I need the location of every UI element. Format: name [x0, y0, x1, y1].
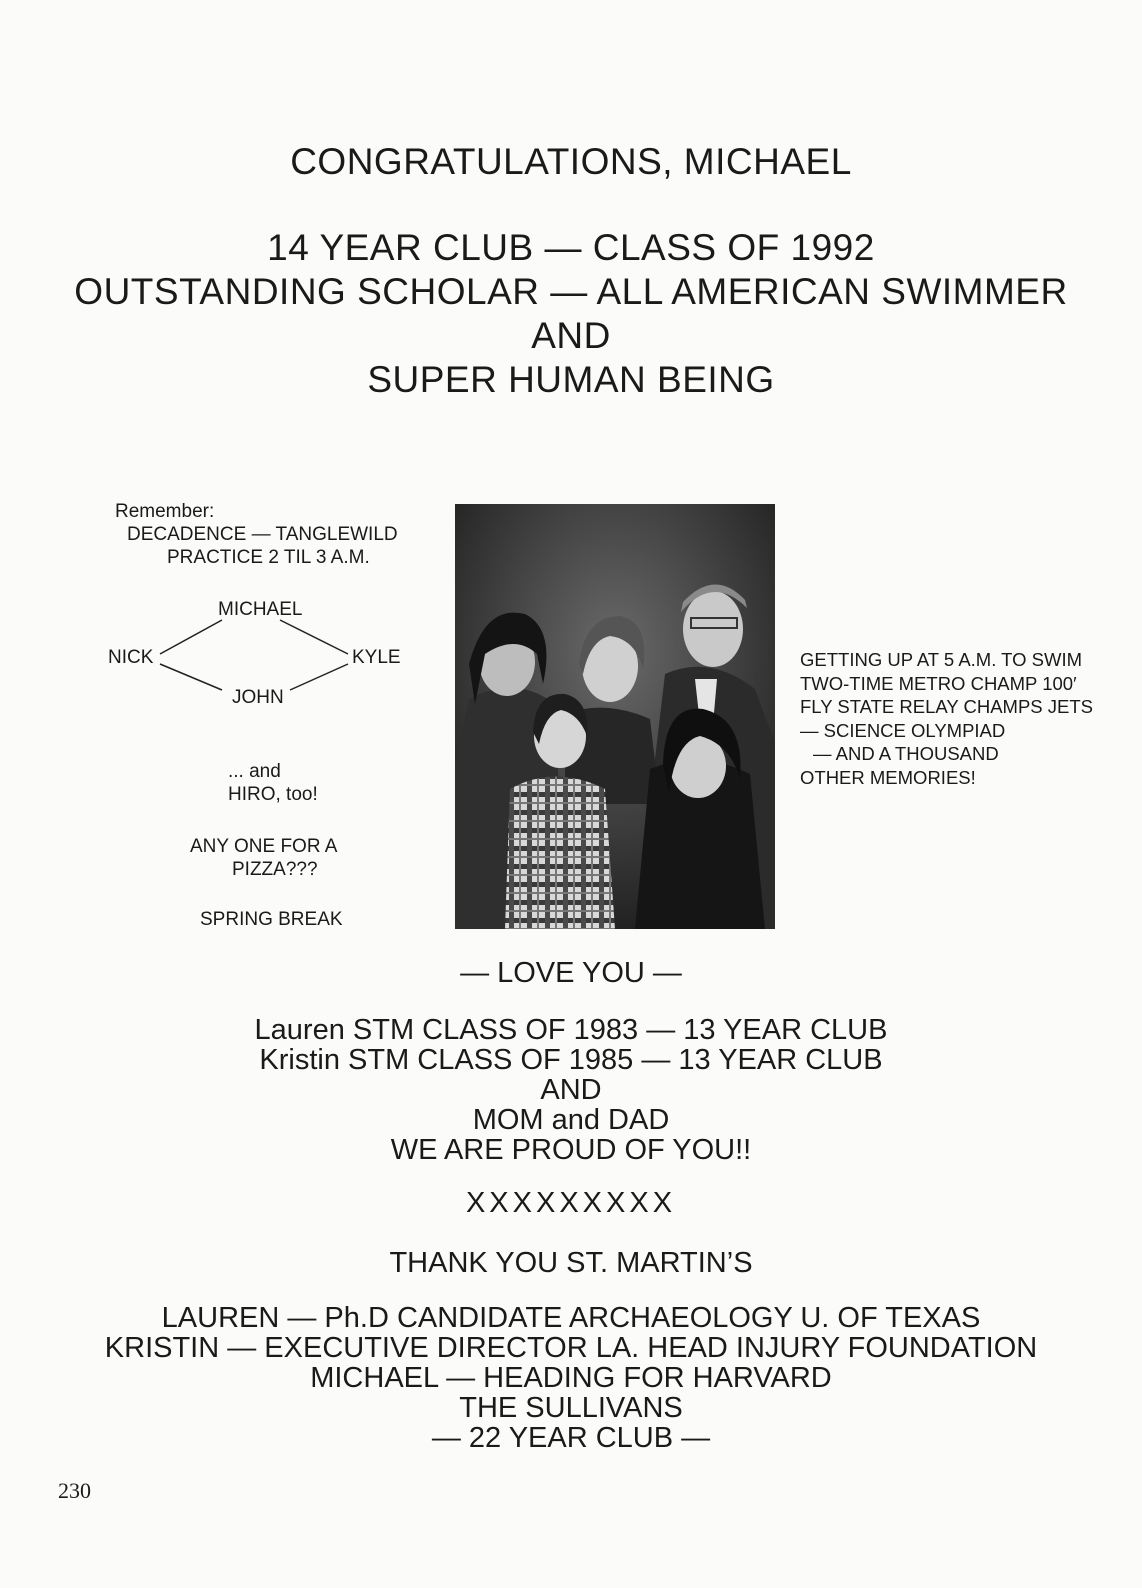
update-line: MICHAEL — HEADING FOR HARVARD	[310, 1362, 832, 1394]
kisses-text: XXXXXXXXX	[465, 1187, 677, 1219]
page-title	[0, 140, 1142, 184]
diagram-bottom-name: JOHN	[232, 687, 284, 708]
family-updates	[0, 1303, 1142, 1453]
message-line: AND	[540, 1074, 602, 1106]
remember-line: DECADENCE — TANGLEWILD	[127, 524, 398, 545]
hiro-line: HIRO, too!	[228, 784, 318, 805]
remember-note	[115, 500, 445, 569]
update-line: — 22 YEAR CLUB —	[431, 1422, 711, 1454]
remember-heading: Remember:	[115, 501, 215, 522]
accolade-line: SUPER HUMAN BEING	[367, 359, 775, 400]
family-message	[0, 1015, 1142, 1165]
family-photo	[455, 504, 775, 929]
spring-break-note: SPRING BREAK	[200, 909, 343, 930]
diagram-top-name: MICHAEL	[218, 599, 303, 620]
family-photo-image	[455, 504, 775, 929]
memory-line: GETTING UP AT 5 A.M. TO SWIM	[800, 649, 1083, 670]
accolade-line: 14 YEAR CLUB — CLASS OF 1992	[267, 227, 875, 268]
message-line: MOM and DAD	[472, 1104, 670, 1136]
hiro-note	[228, 760, 348, 806]
title-text: CONGRATULATIONS, MICHAEL	[290, 141, 852, 182]
thanks-text: THANK YOU ST. MARTIN’S	[389, 1247, 753, 1279]
thanks-line	[0, 1248, 1142, 1278]
message-line: Lauren STM CLASS OF 1983 — 13 YEAR CLUB	[254, 1014, 888, 1046]
accolade-line: OUTSTANDING SCHOLAR — ALL AMERICAN SWIMMER	[74, 271, 1068, 312]
update-line: THE SULLIVANS	[459, 1392, 683, 1424]
love-you-heading	[0, 958, 1142, 988]
kisses-line	[0, 1188, 1142, 1218]
pizza-line: ANY ONE FOR A	[190, 836, 338, 857]
diagram-right-name: KYLE	[352, 647, 401, 668]
accolade-line: AND	[531, 315, 611, 356]
update-line: LAUREN — Ph.D CANDIDATE ARCHAEOLOGY U. OF TEXAS	[161, 1302, 981, 1334]
friends-diagram	[108, 598, 428, 710]
memory-line: FLY STATE RELAY CHAMPS JETS	[800, 696, 1093, 717]
diagram-left-name: NICK	[108, 647, 154, 668]
memories-list	[800, 648, 1130, 789]
remember-line: PRACTICE 2 TIL 3 A.M.	[167, 547, 370, 568]
page-number: 230	[58, 1478, 91, 1503]
pizza-line: PIZZA???	[232, 859, 318, 880]
hiro-line: ... and	[228, 761, 281, 782]
memory-line: OTHER MEMORIES!	[800, 766, 976, 788]
pizza-note	[190, 835, 370, 881]
love-you-text: — LOVE YOU —	[460, 957, 682, 989]
message-line: Kristin STM CLASS OF 1985 — 13 YEAR CLUB	[259, 1044, 883, 1076]
memory-line: — AND A THOUSAND	[813, 743, 999, 764]
message-line: WE ARE PROUD OF YOU!!	[390, 1134, 752, 1166]
memory-line: TWO-TIME METRO CHAMP 100′	[800, 672, 1077, 694]
update-line: KRISTIN — EXECUTIVE DIRECTOR LA. HEAD INJURY FOUNDATION	[104, 1332, 1038, 1364]
memory-line: — SCIENCE OLYMPIAD	[800, 719, 1006, 741]
accolades-block	[0, 226, 1142, 402]
